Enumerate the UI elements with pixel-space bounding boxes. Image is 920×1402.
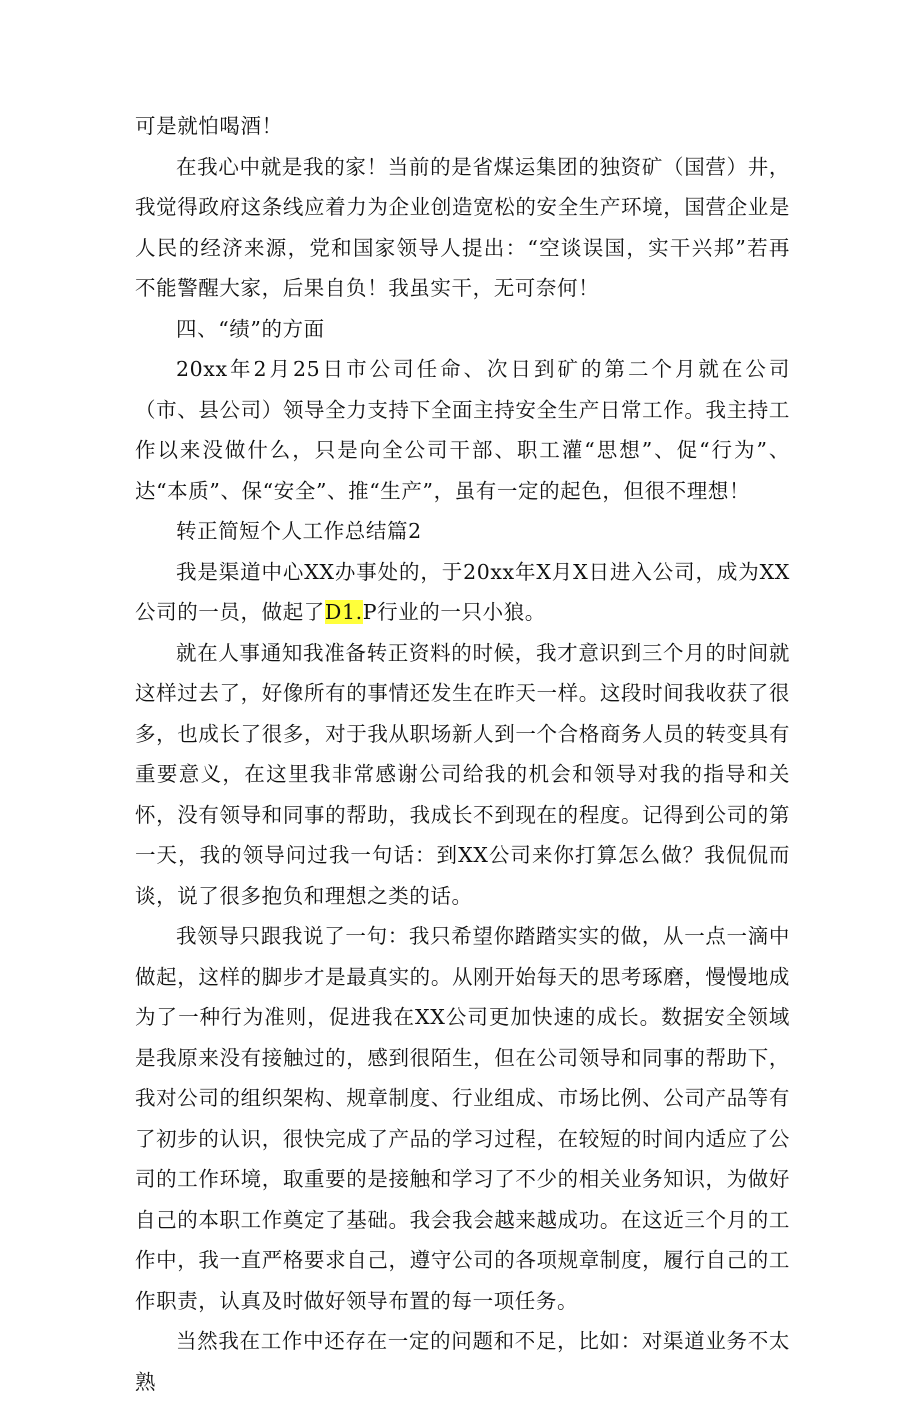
intro-text-after: P行业的一只小狼。: [362, 600, 546, 624]
paragraph-leader-advice: 我领导只跟我说了一句：我只希望你踏踏实实的做，从一点一滴中做起，这样的脚步才是最真实的。从刚开始每天的思考琢磨，慢慢地成为了一种行为准则，促进我在XX公司更加快速的成长。数据安全领域是我原来没有接触过的，感到很陌生，但在公司领导和同事的帮助下，我对公司的组织架构、规章制度、行业组成、市场比例、公司产品等有了初步的认识，很快完成了产品的学习过程，在较短的时间内适应了公司的工作环境，取重要的是接触和学习了不少的相关业务知识，为做好自己的本职工作奠定了基础。我会我会越来越成功。在这近三个月的工作中，我一直严格要求自己，遵守公司的各项规章制度，履行自己的工作职责，认真及时做好领导布置的每一项任务。: [135, 924, 790, 1313]
document-page: [135, 106, 790, 1402]
highlighted-text: D1.: [324, 600, 363, 624]
paragraph-continuation: 可是就怕喝酒！: [135, 114, 283, 138]
intro-text-before: 我是渠道中心XX办事处的，于20xx年X月X日进入公司，成为XX公司的一员，做起了: [135, 559, 790, 624]
paragraph-time-passed: 就在人事通知我准备转正资料的时候，我才意识到三个月的时间就这样过去了，好像所有的事情还发生在昨天一样。这段时间我收获了很多，也成长了很多，对于我从职场新人到一个合格商务人员的转变具有重要意义，在这里我非常感谢公司给我的机会和领导对我的指导和关怀，没有领导和同事的帮助，我成长不到现在的程度。记得到公司的第一天，我的领导问过我一句话：到XX公司来你打算怎么做？我侃侃而谈，说了很多抱负和理想之类的话。: [135, 640, 790, 908]
article-title: 转正简短个人工作总结篇2: [176, 519, 422, 543]
paragraph-intro: [135, 552, 790, 633]
paragraph-shortcomings: 当然我在工作中还存在一定的问题和不足，比如：对渠道业务不太熟: [135, 1329, 790, 1394]
section-heading-performance: 四、“绩”的方面: [176, 316, 325, 341]
paragraph-performance: 20xx年2月25日市公司任命、次日到矿的第二个月就在公司（市、县公司）领导全力支持下全面主持安全生产日常工作。我主持工作以来没做什么，只是向全公司干部、职工灌“思想”、促“行为”、达“本质”、保“安全”、推“生产”，虽有一定的起色，但很不理想！: [135, 357, 790, 503]
paragraph-home: 在我心中就是我的家！当前的是省煤运集团的独资矿（国营）井，我觉得政府这条线应着力为企业创造宽松的安全生产环境，国营企业是人民的经济来源，党和国家领导人提出：“空谈误国，实干兴邦”若再不能警醒大家，后果自负！我虽实干，无可奈何！: [135, 154, 790, 300]
